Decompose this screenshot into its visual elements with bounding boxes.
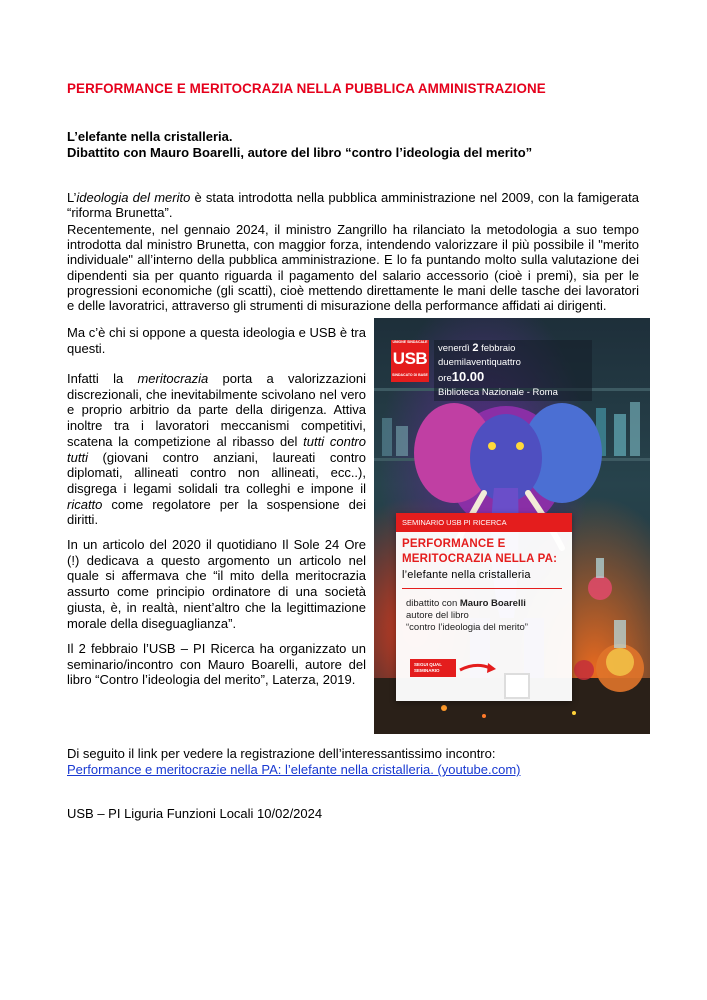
page-title: PERFORMANCE E MERITOCRAZIA NELLA PUBBLICA AMMINISTRAZIONE: [67, 81, 546, 96]
intro-italic: ideologia del merito: [76, 190, 191, 205]
arrow-right-icon: [458, 660, 498, 676]
signature: USB – PI Liguria Funzioni Locali 10/02/2024: [67, 806, 323, 821]
date-day: 2: [472, 342, 479, 354]
qr-code: [504, 673, 530, 699]
intro-rest: è stata introdotta nella pubblica amministrazione nel 2009, con la famigerata “riforma Brunetta”.: [67, 190, 639, 221]
merit-text-a: Infatti la: [67, 371, 138, 386]
merit-text-g: come regolatore per la sospensione dei diritti.: [67, 496, 366, 528]
meritocracy-paragraph: [67, 371, 366, 528]
event-venue: Biblioteca Nazionale - Roma: [438, 387, 558, 398]
desc-1a: dibattito con: [406, 598, 460, 609]
logo-small-top: UNIONE SINDACALE: [392, 340, 428, 344]
zangrillo-paragraph: Recentemente, nel gennaio 2024, il ministro Zangrillo ha rilanciato la metodologia a suo tempo introdotta dal ministro Brunetta, con maggior forza, intendendo valorizzare il più possibile il "merito individuale" all’interno della pubblica amministrazione. E lo fa puntando molto sulla valutazione dei dipendenti sia per quanto riguarda il pagamento del salario accessorio (cioè i premi), sia per le progressioni economiche (gli scatti), cioè mettendo direttamente le mani delle tasche dei lavoratori e delle lavoratrici, attraverso gli strumenti di misurazione della performance affidati ai dirigenti.: [67, 222, 639, 314]
desc-1b: Mauro Boarelli: [459, 598, 526, 609]
desc-line-3: “contro l’ideologia del merito”: [406, 622, 528, 633]
subtitle-line-1: L’elefante nella cristalleria.: [67, 129, 233, 144]
merit-text-e: (giovani contro anziani, laureati contro diplomati, allineati contro non allineati, ecc..), disgrega i legami solidali tra colleghi e impone il: [67, 449, 366, 496]
footer-intro: Di seguito il link per vedere la registrazione dell’interessantissimo incontro:: [67, 746, 496, 761]
desc-line-1: [406, 598, 566, 610]
sole24ore-paragraph: In un articolo del 2020 il quotidiano Il Sole 24 Ore (!) dedicava a questo argomento un articolo nel quale si affermava che “il mito della meritocrazia assurto come principio ordinatore di una società giusta, è, in realtà, nient’altro che la legittimazione morale della diseguaglianza”.: [67, 537, 366, 631]
follow-seminar-button: SEGUI QUAL SEMINARIO: [410, 659, 456, 677]
card-title-line-2: MERITOCRAZIA NELLA PA:: [402, 553, 558, 565]
usb-logo: [391, 340, 429, 382]
intro-prefix: L’: [67, 190, 77, 205]
time-prefix: ore: [438, 373, 452, 384]
date-rest: febbraio duemilaventiquattro: [438, 343, 521, 368]
merit-text-b: meritocrazia: [137, 371, 209, 386]
desc-line-2: autore del libro: [406, 610, 469, 621]
logo-text: USB: [392, 349, 428, 368]
merit-text-d: tutti contro tutti: [67, 433, 366, 465]
logo-small-bottom: SINDACATO DI BASE: [392, 373, 428, 377]
youtube-link[interactable]: Performance e meritocrazie nella PA: l’elefante nella cristalleria. (youtube.com): [67, 762, 521, 777]
subtitle: [67, 129, 667, 161]
intro-paragraph: [67, 190, 639, 220]
seminar-card: [396, 513, 572, 701]
event-info: [434, 340, 592, 401]
seminar-paragraph: Il 2 febbraio l’USB – PI Ricerca ha organizzato un seminario/incontro con Mauro Boarelli, autore del libro “Contro l’ideologia del merito”, Laterza, 2019.: [67, 641, 366, 688]
event-time: [438, 370, 588, 386]
card-title: [402, 537, 572, 567]
event-date: [438, 341, 588, 370]
seminar-poster: [374, 318, 650, 734]
card-divider: [402, 588, 562, 589]
card-title-line-1: PERFORMANCE E: [402, 538, 506, 550]
opposition-paragraph: Ma c’è chi si oppone a questa ideologia e USB è tra questi.: [67, 325, 366, 356]
time-value: 10.00: [451, 369, 485, 384]
card-header: SEMINARIO USB PI RICERCA: [396, 513, 572, 532]
card-subtitle: l’elefante nella cristalleria: [402, 569, 531, 581]
footer-link-block: [67, 746, 521, 778]
subtitle-line-2: Dibattito con Mauro Boarelli, autore del libro “contro l’ideologia del merito”: [67, 145, 533, 160]
date-prefix: venerdì: [438, 343, 473, 354]
merit-text-f: ricatto: [67, 496, 103, 512]
card-description: [406, 598, 566, 634]
merit-text-c: porta a valorizzazioni discrezionali, che inevitabilmente scivolano nel vero e proprio arbitrio da parte della dirigenza. Attiva inoltre tra i lavoratori meccanismi competitivi, scatena la competizione al ribasso del: [67, 371, 366, 449]
